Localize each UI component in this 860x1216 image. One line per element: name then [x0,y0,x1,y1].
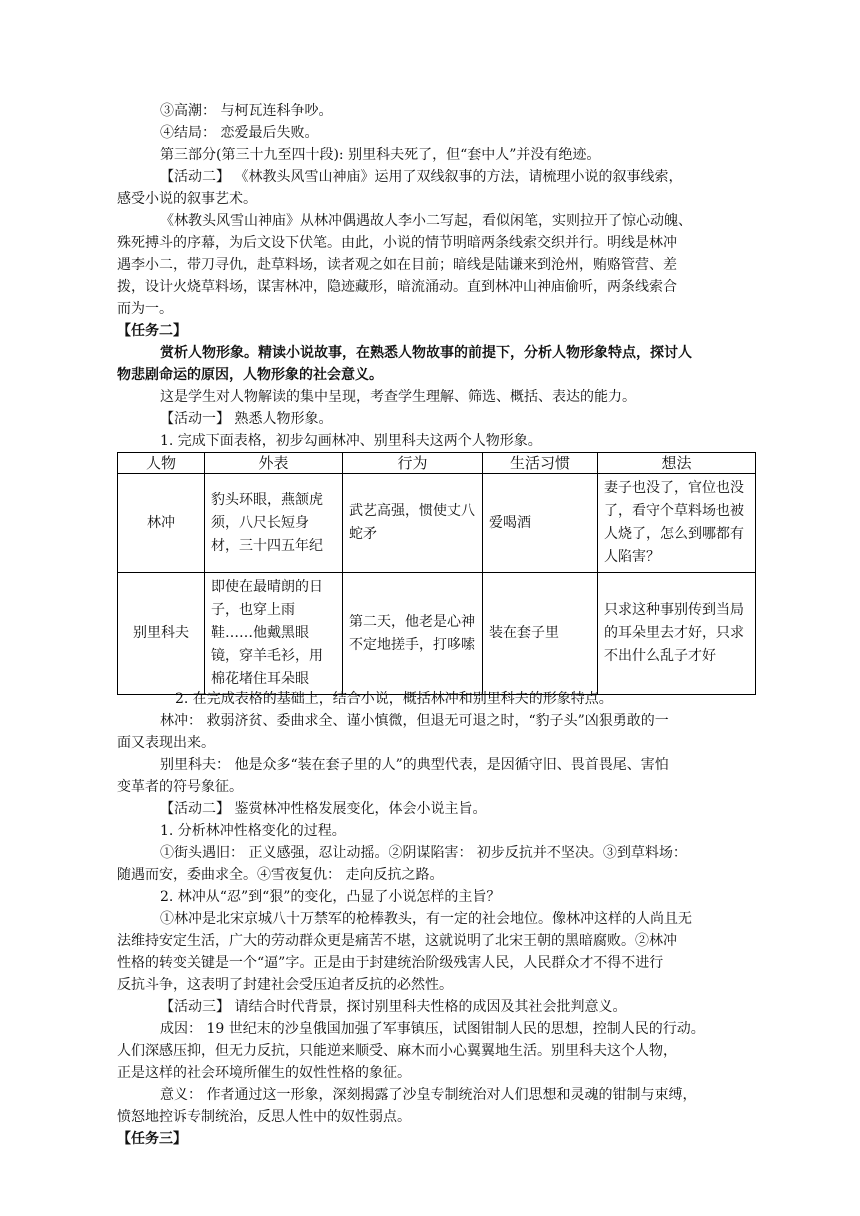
table-cell: 爱喝酒 [483,474,598,573]
text-line: 【活动一】 熟悉人物形象。 [160,411,333,427]
text-line: 殊死搏斗的序幕，为后文设下伏笔。由此，小说的情节明暗两条线索交织并行。明线是林冲 [117,235,677,251]
table-row [118,474,756,573]
text-line: 随遇而安，委曲求全。④雪夜复仇： 走向反抗之路。 [117,867,444,883]
text-line: 性格的转变关键是一个“逼”字。正是由于封建统治阶级残害人民，人民群众才不得不进行 [117,955,664,971]
text-line: 法维持安定生活，广大的劳动群众更是痛苦不堪，这就说明了北宋王朝的黑暗腐败。②林冲 [117,933,677,949]
table-header-cell: 想法 [598,453,756,474]
table-header-cell: 外表 [205,453,343,474]
text-line: 别里科夫： 他是众多“装在套子里的人”的典型代表，是因循守旧、畏首畏尾、害怕 [160,757,669,773]
text-line: 1. 完成下面表格，初步勾画林冲、别里科夫这两个人物形象。 [160,433,542,449]
text-line: 赏析人物形象。精读小说故事，在熟悉人物故事的前提下，分析人物形象特点，探讨人 [160,345,692,361]
text-line: 愤怒地控诉专制统治，反思人性中的奴性弱点。 [117,1109,411,1125]
text-line: 意义： 作者通过这一形象，深刻揭露了沙皇专制统治对人们思想和灵魂的钳制与束缚， [160,1087,697,1103]
text-line: 反抗斗争，这表明了封建社会受压迫者反抗的必然性。 [117,977,453,993]
text-line: 2. 林冲从“忍”到“狠”的变化，凸显了小说怎样的主旨？ [160,889,501,905]
table-cell: 妻子也没了，官位也没了，看守个草料场也被人烧了，怎么到哪都有人陷害？ [598,474,756,573]
text-line: 成因： 19 世纪末的沙皇俄国加强了军事镇压，试图钳制人民的思想，控制人民的行动。 [160,1021,705,1037]
text-line: 而为一。 [117,301,173,317]
text-line: 这是学生对人物解读的集中呈现，考查学生理解、筛选、概括、表达的能力。 [160,389,636,405]
table-cell: 武艺高强，惯使丈八蛇矛 [343,474,483,573]
text-line: 1. 分析林冲性格变化的过程。 [160,823,346,839]
text-line: 面又表现出来。 [117,735,215,751]
text-line: ①林冲是北宋京城八十万禁军的枪棒教头，有一定的社会地位。像林冲这样的人尚且无 [160,911,692,927]
table-cell: 林冲 [118,474,205,573]
text-line: 感受小说的叙事艺术。 [117,191,257,207]
text-line: ①街头遇旧： 正义感强，忍让动摇。②阴谋陷害： 初步反抗并不坚决。③到草料场： [160,845,687,861]
text-line: ③高潮： 与柯瓦连科争吵。 [160,103,333,119]
text-line: 第三部分(第三十九至四十段): 别里科夫死了，但“套中人”并没有绝迹。 [160,147,601,163]
text-line: 遇李小二，带刀寻仇，赴草料场，读者观之如在目前；暗线是陆谦来到沧州，贿赂管营、差 [117,257,677,273]
character-table [117,452,756,695]
table-row [118,573,756,695]
text-line: 物悲剧命运的原因，人物形象的社会意义。 [117,367,383,383]
text-line: 【活动三】 请结合时代背景，探讨别里科夫性格的成因及其社会批判意义。 [160,999,627,1015]
text-line: 【活动二】 鉴赏林冲性格发展变化，体会小说主旨。 [160,801,487,817]
text-line: 《林教头风雪山神庙》从林冲偶遇故人李小二写起，看似闲笔，实则拉开了惊心动魄、 [160,213,692,229]
text-line: 林冲： 救弱济贫、委曲求全、谨小慎微，但退无可退之时，“豹子头”凶狠勇敢的一 [160,713,669,729]
table-header-cell: 人物 [118,453,205,474]
text-line: ④结局： 恋爱最后失败。 [160,125,319,141]
table-cell: 即使在最晴朗的日子，也穿上雨鞋……他戴黑眼镜，穿羊毛衫，用棉花堵住耳朵眼 [205,573,343,695]
table-cell: 装在套子里 [483,573,598,695]
text-line: 正是这样的社会环境所催生的奴性性格的象征。 [117,1065,411,1081]
section-heading: 【任务三】 [117,1131,187,1147]
section-heading: 【任务二】 [117,323,187,339]
table-header-row [118,453,756,474]
table-cell: 只求这种事别传到当局的耳朵里去才好，只求不出什么乱子才好 [598,573,756,695]
text-line: 【活动二】 《林教头风雪山神庙》运用了双线叙事的方法，请梳理小说的叙事线索， [160,169,683,185]
table-cell: 第二天，他老是心神不定地搓手，打哆嗦 [343,573,483,695]
text-line: 人们深感压抑，但无力反抗，只能逆来顺受、麻木而小心翼翼地生活。别里科夫这个人物， [117,1043,677,1059]
table-cell: 豹头环眼，燕颔虎须，八尺长短身材，三十四五年纪 [205,474,343,573]
text-line: 2. 在完成表格的基础上，结合小说，概括林冲和别里科夫的形象特点。 [175,691,613,707]
text-line: 变革者的符号象征。 [117,779,243,795]
text-line: 拨，设计火烧草料场，谋害林冲，隐迹藏形，暗流涌动。直到林冲山神庙偷听，两条线索合 [117,279,677,295]
table-cell: 别里科夫 [118,573,205,695]
table-header-cell: 生活习惯 [483,453,598,474]
table-header-cell: 行为 [343,453,483,474]
